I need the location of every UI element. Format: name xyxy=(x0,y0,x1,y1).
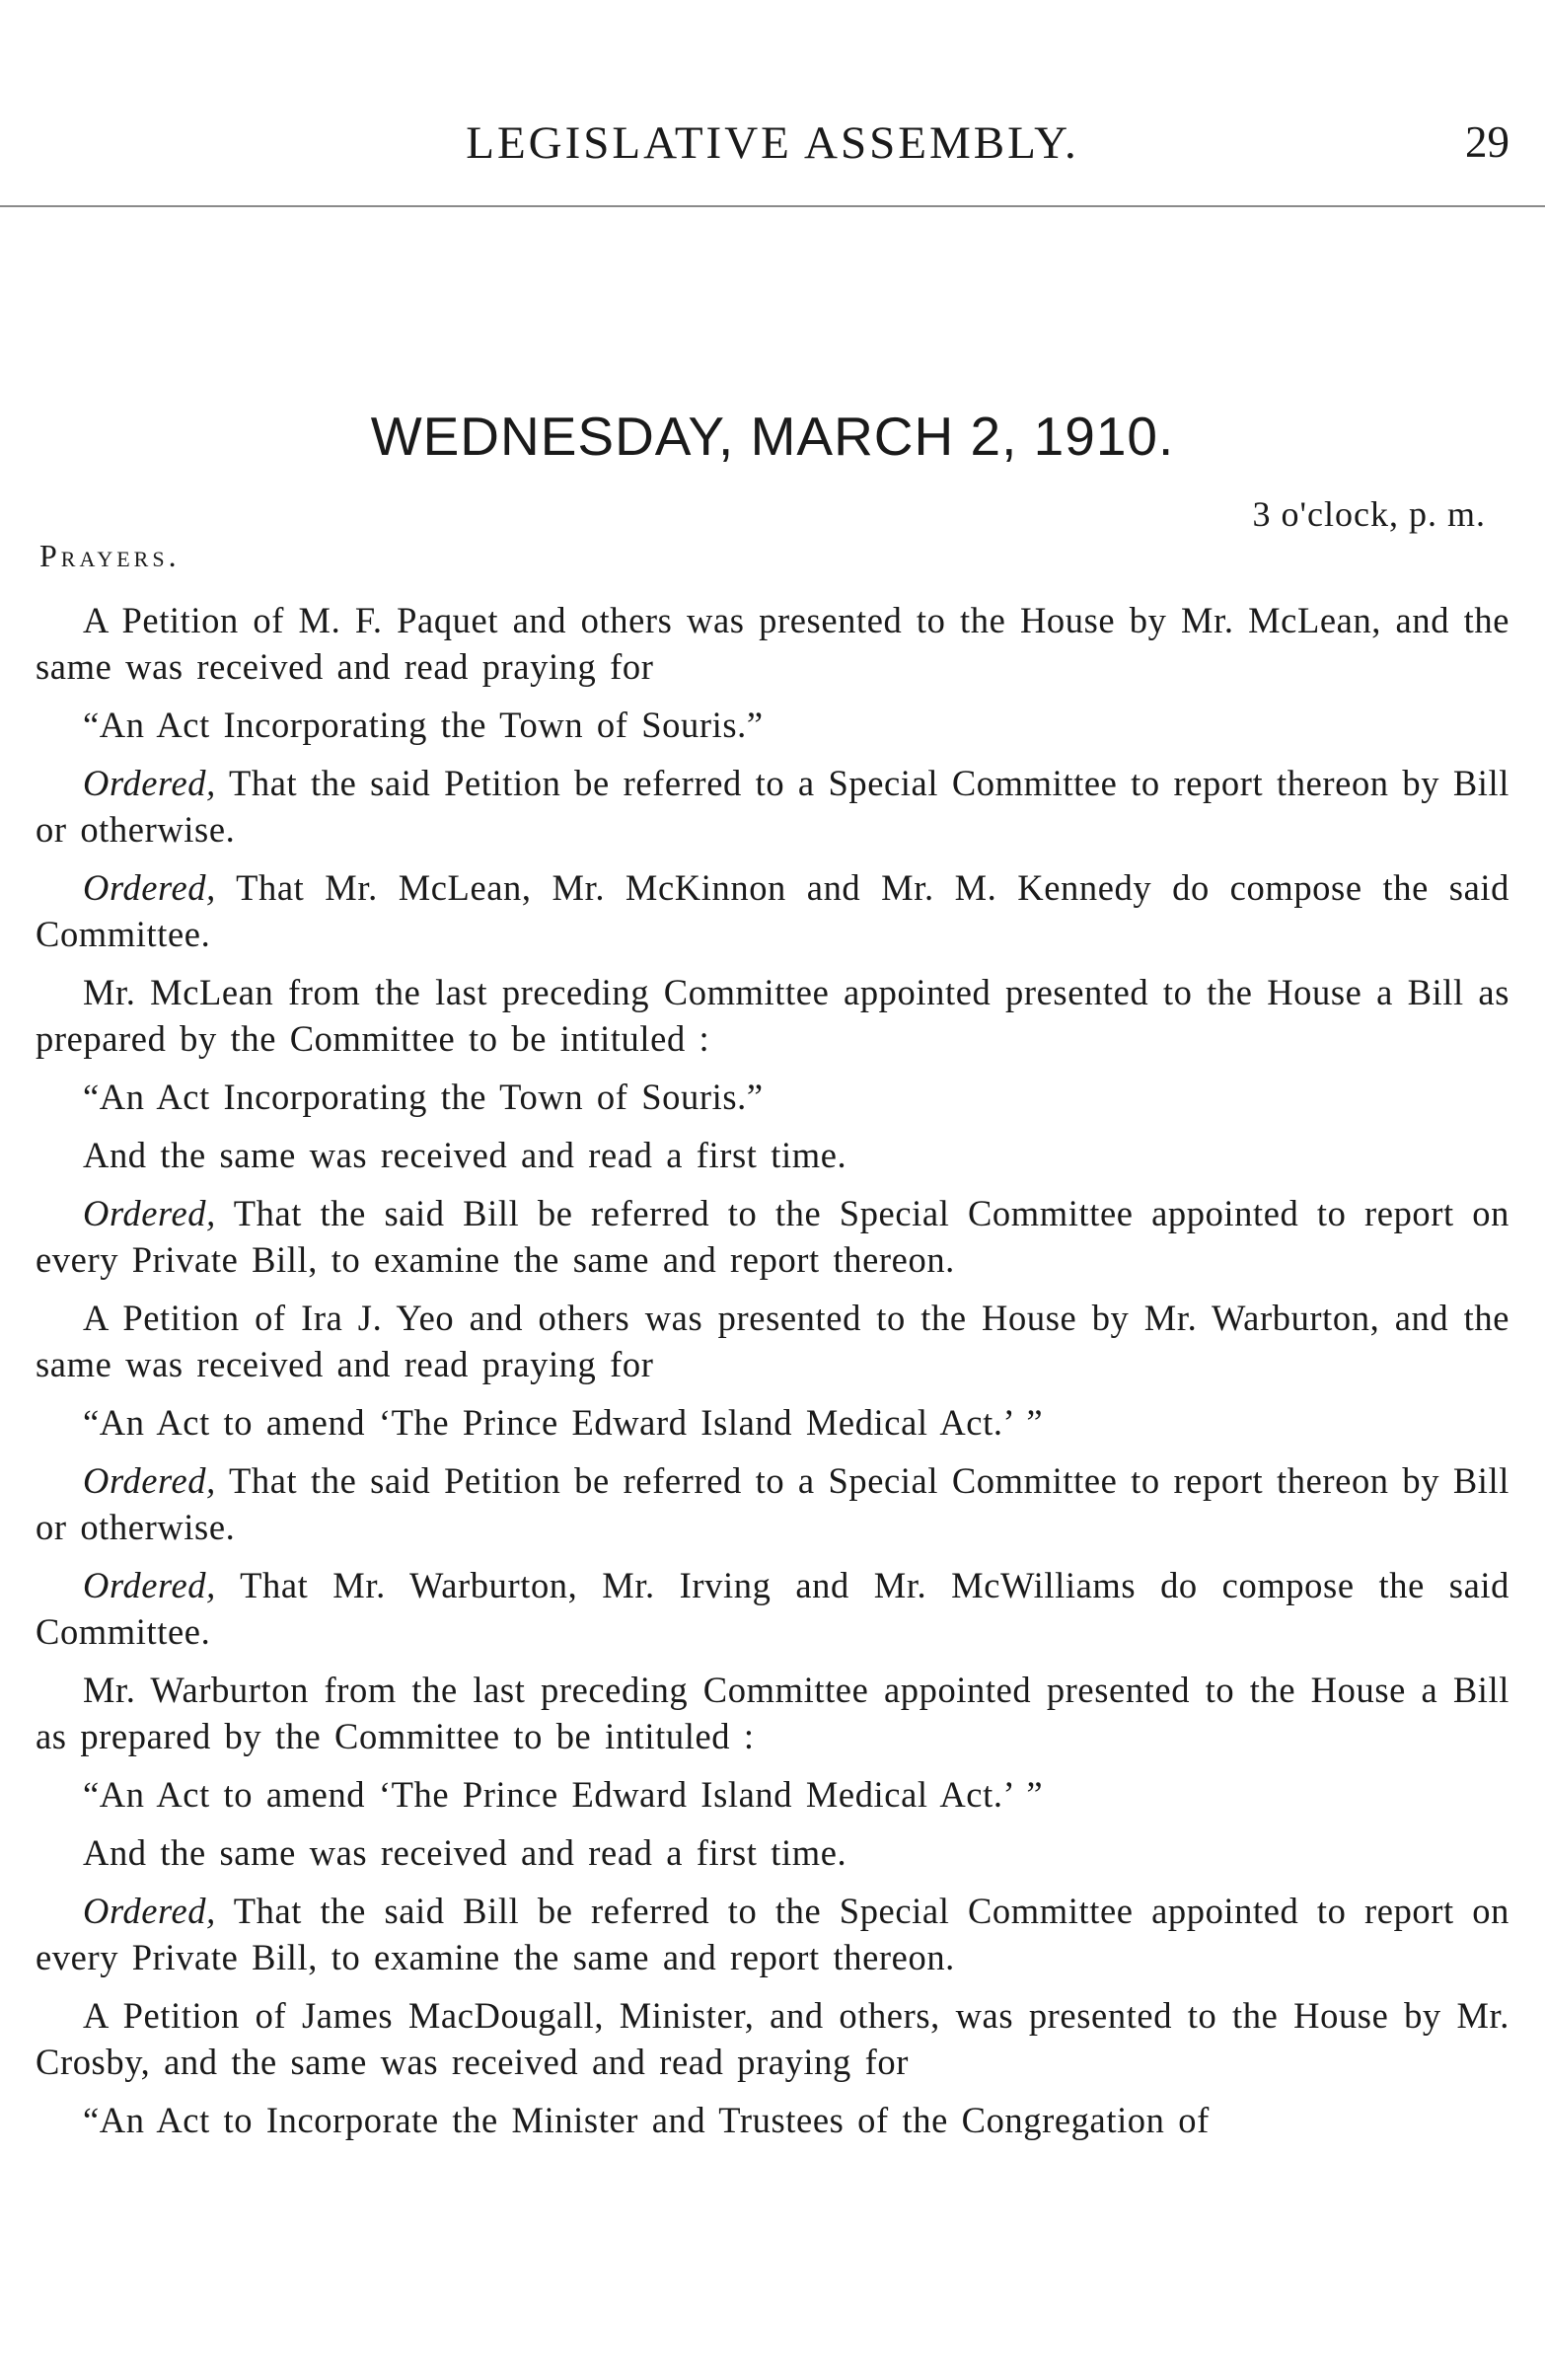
paragraph-text: That the said Bill be referred to the Special Committee appointed to report on every Private Bill, to examine the same and report thereon. xyxy=(36,1193,1509,1280)
ordered-label: Ordered, xyxy=(83,1565,216,1605)
quoted-title xyxy=(83,1399,1509,1446)
paragraph-text: “An Act to amend ‘The Prince Edward Island Medical Act.’ ” xyxy=(83,1774,1044,1815)
paragraph-text: Mr. McLean from the last preceding Committee appointed presented to the House a Bill as prepared by the Committee to be intituled : xyxy=(36,972,1509,1059)
paragraph-text: That Mr. McLean, Mr. McKinnon and Mr. M. Kennedy do compose the said Committee. xyxy=(36,867,1509,954)
journal-paragraph xyxy=(36,1190,1509,1283)
quoted-title xyxy=(83,702,1509,748)
paragraph-text: That the said Petition be referred to a Special Committee to report thereon by Bill or otherwise. xyxy=(36,763,1509,850)
journal-body xyxy=(36,597,1509,2155)
running-header xyxy=(36,116,1509,176)
header-rule xyxy=(0,205,1545,207)
paragraph-text: Mr. Warburton from the last preceding Committee appointed presented to the House a Bill as prepared by the Committee to be intituled : xyxy=(36,1670,1509,1756)
journal-paragraph xyxy=(36,1457,1509,1550)
paragraph-text: And the same was received and read a first time. xyxy=(83,1135,847,1175)
paragraph-text: “An Act Incorporating the Town of Souris.” xyxy=(83,1077,764,1117)
paragraph-text: “An Act to amend ‘The Prince Edward Island Medical Act.’ ” xyxy=(83,1402,1044,1443)
journal-paragraph xyxy=(36,969,1509,1062)
quoted-title xyxy=(83,1132,1509,1178)
paragraph-text: And the same was received and read a first time. xyxy=(83,1832,847,1873)
journal-paragraph xyxy=(36,1888,1509,1980)
ordered-label: Ordered, xyxy=(83,1460,216,1501)
journal-paragraph xyxy=(36,1562,1509,1655)
paragraph-text: “An Act Incorporating the Town of Souris.” xyxy=(83,705,764,745)
quoted-title xyxy=(83,2097,1509,2143)
ordered-label: Ordered, xyxy=(83,763,216,803)
session-time: 3 o'clock, p. m. xyxy=(1252,494,1486,534)
ordered-label: Ordered, xyxy=(83,1193,216,1233)
journal-paragraph xyxy=(36,1992,1509,2085)
paragraph-text: That the said Petition be referred to a Special Committee to report thereon by Bill or otherwise. xyxy=(36,1460,1509,1547)
prayers-label: Prayers. xyxy=(39,538,181,573)
paragraph-text: A Petition of Ira J. Yeo and others was presented to the House by Mr. Warburton, and the same was received and read praying for xyxy=(36,1298,1509,1384)
journal-paragraph xyxy=(36,597,1509,690)
quoted-title xyxy=(83,1829,1509,1876)
paragraph-text: A Petition of M. F. Paquet and others was presented to the House by Mr. McLean, and the same was received and read praying for xyxy=(36,600,1509,687)
journal-paragraph xyxy=(36,1667,1509,1759)
ordered-label: Ordered, xyxy=(83,867,216,908)
paragraph-text: That the said Bill be referred to the Special Committee appointed to report on every Private Bill, to examine the same and report thereon. xyxy=(36,1891,1509,1977)
journal-paragraph xyxy=(36,760,1509,853)
ordered-label: Ordered, xyxy=(83,1891,216,1931)
quoted-title xyxy=(83,1074,1509,1120)
paragraph-text: A Petition of James MacDougall, Minister, and others, was presented to the House by Mr. Crosby, and the same was received and read praying for xyxy=(36,1995,1509,2082)
paragraph-text: “An Act to Incorporate the Minister and Trustees of the Congregation of xyxy=(83,2100,1210,2140)
page-number: 29 xyxy=(1465,117,1509,167)
date-heading: WEDNESDAY, MARCH 2, 1910. xyxy=(370,406,1175,467)
quoted-title xyxy=(83,1771,1509,1818)
journal-paragraph xyxy=(36,1295,1509,1387)
running-title: LEGISLATIVE ASSEMBLY. xyxy=(466,117,1079,169)
paragraph-text: That Mr. Warburton, Mr. Irving and Mr. McWilliams do compose the said Committee. xyxy=(36,1565,1509,1652)
journal-paragraph xyxy=(36,864,1509,957)
